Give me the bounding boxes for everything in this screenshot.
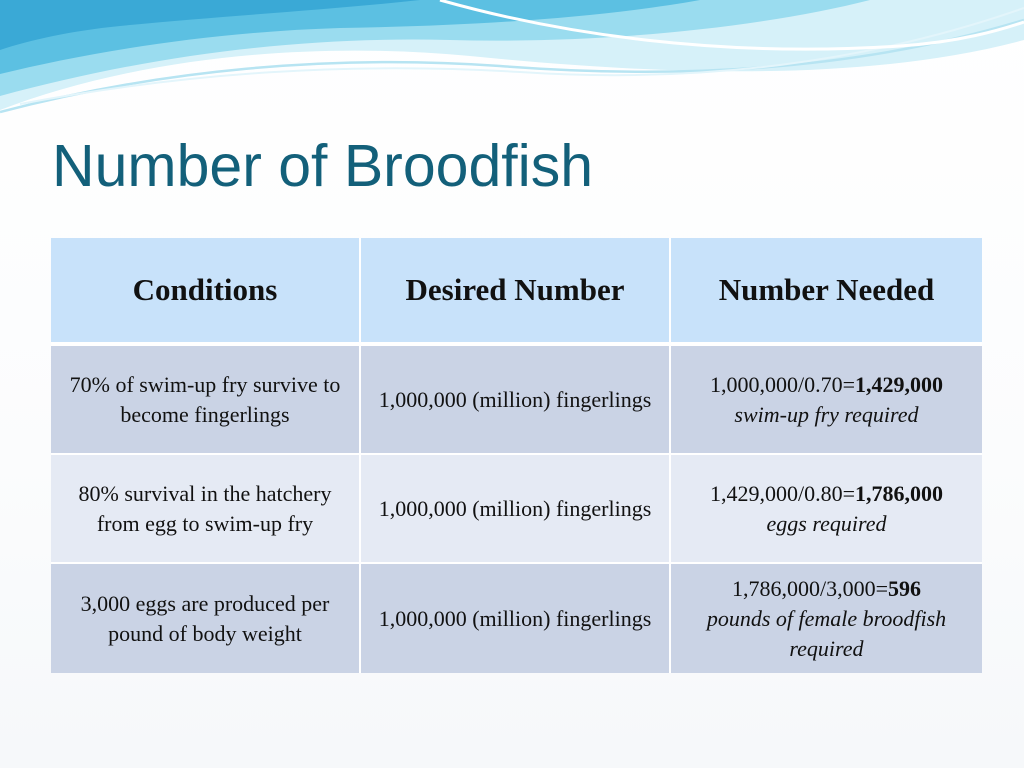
result-note: pounds of female broodfish required (706, 605, 947, 661)
table-row (51, 455, 982, 564)
result-note: eggs required (766, 510, 887, 536)
result-value: 596 (888, 575, 922, 601)
desired-cell: 1,000,000 (million) fingerlings (361, 564, 671, 673)
header-desired-number: Desired Number (361, 238, 671, 346)
needed-cell (671, 346, 982, 455)
needed-cell (671, 564, 982, 673)
header-number-needed: Number Needed (671, 238, 982, 346)
result-note: swim-up fry required (734, 401, 919, 427)
slide-title: Number of Broodfish (52, 133, 594, 199)
result-value: 1,429,000 (855, 371, 944, 397)
condition-cell: 80% survival in the hatchery from egg to swim-up fry (51, 455, 361, 564)
broodfish-table (51, 238, 982, 673)
calc-text: 1,000,000/0.70= (709, 371, 856, 397)
calc-text: 1,429,000/0.80= (709, 480, 856, 506)
condition-cell: 70% of swim-up fry survive to become fingerlings (51, 346, 361, 455)
desired-cell: 1,000,000 (million) fingerlings (361, 346, 671, 455)
calc-text: 1,786,000/3,000= (731, 575, 889, 601)
header-conditions: Conditions (51, 238, 361, 346)
table-row (51, 564, 982, 673)
table-header-row (51, 238, 982, 346)
wave-decoration (0, 0, 1024, 130)
table-row (51, 346, 982, 455)
result-value: 1,786,000 (855, 480, 944, 506)
needed-cell (671, 455, 982, 564)
desired-cell: 1,000,000 (million) fingerlings (361, 455, 671, 564)
condition-cell: 3,000 eggs are produced per pound of body weight (51, 564, 361, 673)
